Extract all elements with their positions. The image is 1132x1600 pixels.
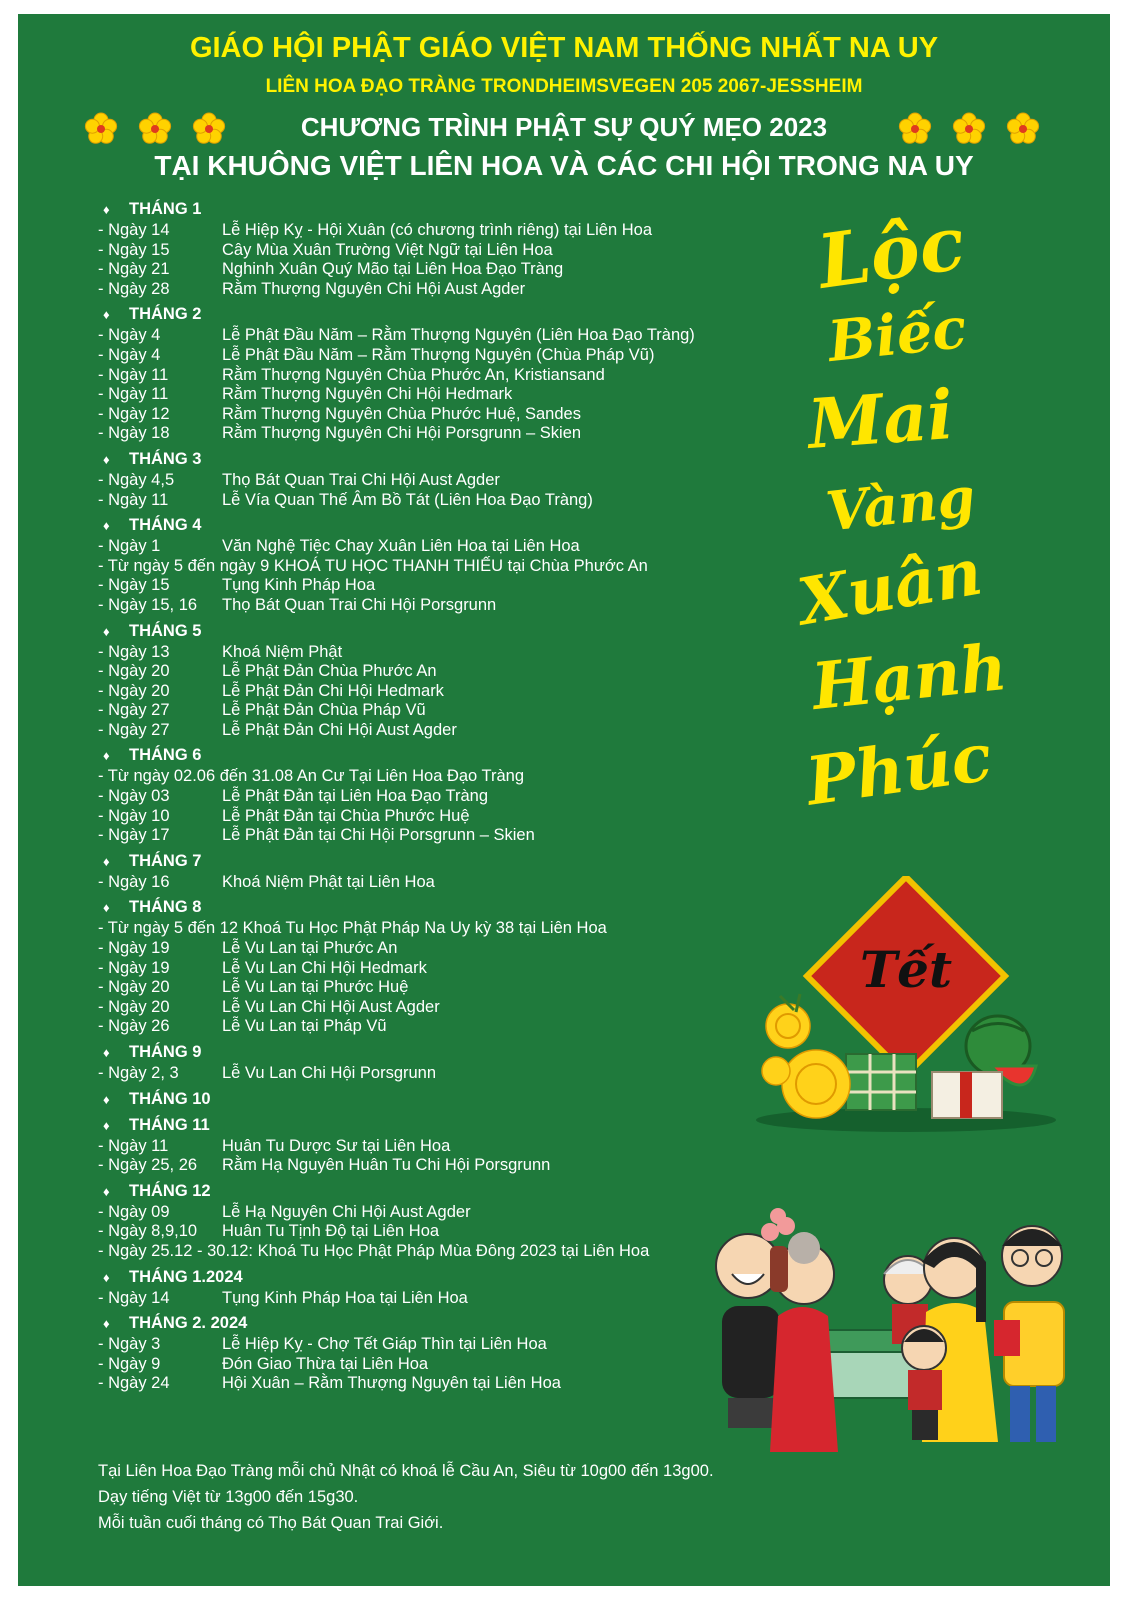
schedule-day: - Ngày 27 bbox=[98, 720, 170, 739]
diamond-bullet-icon: ♦ bbox=[103, 1316, 110, 1332]
diamond-bullet-icon: ♦ bbox=[103, 1091, 110, 1107]
schedule-item bbox=[98, 221, 818, 241]
month-label: THÁNG 8 bbox=[129, 898, 202, 917]
schedule-event: Văn Nghệ Tiệc Chay Xuân Liên Hoa tại Liên Hoa bbox=[222, 537, 580, 556]
schedule-event: Nghinh Xuân Quý Mão tại Liên Hoa Đạo Tràng bbox=[222, 260, 564, 279]
calligraphy-word: Biếc bbox=[824, 294, 970, 376]
schedule-event: Lễ Vía Quan Thế Âm Bồ Tát (Liên Hoa Đạo Tràng) bbox=[222, 490, 593, 509]
family-illustration bbox=[708, 1202, 1088, 1462]
program-title: CHƯƠNG TRÌNH PHẬT SỰ QUÝ MẸO 2023 bbox=[300, 112, 828, 142]
schedule-day: - Ngày 16 bbox=[98, 872, 170, 891]
schedule-event: Lễ Phật Đản Chùa Phước An bbox=[222, 662, 437, 681]
schedule-event: Khoá Niệm Phật tại Liên Hoa bbox=[222, 872, 435, 891]
schedule-day: - Ngày 17 bbox=[98, 826, 170, 845]
schedule-item-text: - Từ ngày 5 đến 12 Khoá Tu Học Phật Pháp Na Uy kỳ 38 tại Liên Hoa bbox=[98, 919, 607, 938]
schedule-event: Khoá Niệm Phật bbox=[222, 642, 343, 661]
schedule-item bbox=[98, 326, 818, 346]
month-heading bbox=[98, 851, 818, 872]
schedule-event: Lễ Phật Đản Chi Hội Aust Agder bbox=[222, 720, 457, 739]
schedule-event: Lễ Phật Đầu Năm – Rằm Thượng Nguyên (Liên Hoa Đạo Tràng) bbox=[222, 326, 695, 345]
schedule-event: Đón Giao Thừa tại Liên Hoa bbox=[222, 1354, 429, 1373]
schedule-event: Lễ Phật Đầu Năm – Rằm Thượng Nguyên (Chùa Pháp Vũ) bbox=[222, 345, 655, 364]
schedule-event: Lễ Hạ Nguyên Chi Hội Aust Agder bbox=[222, 1202, 471, 1221]
schedule-item bbox=[98, 1064, 818, 1084]
schedule-event: Cây Mùa Xuân Trường Việt Ngữ tại Liên Hoa bbox=[222, 240, 553, 259]
month-label: THÁNG 10 bbox=[129, 1089, 211, 1108]
calligraphy-word: Lộc bbox=[812, 200, 970, 306]
month-label: THÁNG 3 bbox=[129, 449, 202, 468]
month-label: THÁNG 2 bbox=[129, 305, 202, 324]
calligraphy-art bbox=[788, 200, 1018, 830]
schedule-event: Lễ Phật Đản tại Chi Hội Porsgrunn – Skien bbox=[222, 826, 535, 845]
schedule-item bbox=[98, 260, 818, 280]
month-label: THÁNG 7 bbox=[129, 851, 202, 870]
diamond-bullet-icon: ♦ bbox=[103, 853, 110, 869]
schedule-item bbox=[98, 596, 818, 616]
schedule-item bbox=[98, 491, 818, 511]
calligraphy-word: Mai bbox=[805, 375, 956, 465]
schedule-event: Lễ Hiệp Kỵ - Hội Xuân (có chương trình riêng) tại Liên Hoa bbox=[222, 221, 652, 239]
schedule-event: Lễ Phật Đản tại Liên Hoa Đạo Tràng bbox=[222, 787, 489, 806]
schedule-item bbox=[98, 978, 818, 998]
schedule-day: - Ngày 4,5 bbox=[98, 470, 175, 489]
month-heading bbox=[98, 621, 818, 642]
schedule-item bbox=[98, 682, 818, 702]
diamond-bullet-icon: ♦ bbox=[103, 1183, 110, 1199]
month-heading bbox=[98, 1181, 818, 1202]
schedule-item bbox=[98, 241, 818, 261]
org-title: GIÁO HỘI PHẬT GIÁO VIỆT NAM THỐNG NHẤT NA UY bbox=[189, 32, 939, 64]
schedule-event: Lễ Vu Lan tại Phước Huệ bbox=[222, 978, 409, 997]
schedule-event: Lễ Hiệp Kỵ - Chợ Tết Giáp Thìn tại Liên Hoa bbox=[222, 1335, 547, 1354]
schedule-item bbox=[98, 405, 818, 425]
schedule-day: - Ngày 28 bbox=[98, 279, 170, 298]
schedule-day: - Ngày 18 bbox=[98, 424, 170, 443]
schedule-event: Lễ Vu Lan tại Phước An bbox=[222, 939, 398, 958]
schedule-day: - Ngày 15, 16 bbox=[98, 595, 198, 614]
diamond-bullet-icon: ♦ bbox=[103, 451, 110, 467]
schedule-item bbox=[98, 787, 818, 807]
schedule-item bbox=[98, 1156, 818, 1176]
month-label: THÁNG 11 bbox=[129, 1115, 210, 1134]
month-label: THÁNG 6 bbox=[129, 746, 202, 765]
schedule-day: - Ngày 20 bbox=[98, 662, 170, 681]
month-label: THÁNG 1.2024 bbox=[129, 1267, 243, 1286]
diamond-bullet-icon: ♦ bbox=[103, 307, 110, 323]
schedule-day: - Ngày 9 bbox=[98, 1354, 161, 1373]
schedule-item bbox=[98, 807, 818, 827]
month-label: THÁNG 5 bbox=[129, 621, 202, 640]
schedule-event: Rằm Thượng Nguyên Chi Hội Hedmark bbox=[222, 385, 513, 404]
month-label: THÁNG 2. 2024 bbox=[129, 1314, 248, 1333]
month-heading bbox=[98, 199, 818, 220]
schedule-day: - Ngày 10 bbox=[98, 806, 170, 825]
month-heading bbox=[98, 1089, 818, 1110]
schedule-day: - Ngày 15 bbox=[98, 576, 170, 595]
diamond-bullet-icon: ♦ bbox=[103, 748, 110, 764]
calligraphy-word: Vàng bbox=[823, 464, 978, 544]
schedule-item-text: - Từ ngày 02.06 đến 31.08 An Cư Tại Liên Hoa Đạo Tràng bbox=[98, 767, 525, 786]
schedule-event: Lễ Vu Lan tại Pháp Vũ bbox=[222, 1017, 387, 1036]
month-label: THÁNG 4 bbox=[129, 516, 202, 535]
schedule-day: - Ngày 19 bbox=[98, 939, 170, 958]
schedule-event: Rằm Thượng Nguyên Chùa Phước An, Kristiansand bbox=[222, 365, 605, 384]
schedule-day: - Ngày 15 bbox=[98, 240, 170, 259]
apricot-blossom-icon bbox=[898, 112, 932, 146]
schedule-item-text: - Ngày 25.12 - 30.12: Khoá Tu Học Phật Pháp Mùa Đông 2023 tại Liên Hoa bbox=[98, 1241, 650, 1260]
schedule-item bbox=[98, 366, 818, 386]
schedule-event: Rằm Thượng Nguyên Chi Hội Aust Agder bbox=[222, 279, 526, 298]
schedule-event: Rằm Thượng Nguyên Chi Hội Porsgrunn – Skien bbox=[222, 424, 582, 443]
schedule-day: - Ngày 11 bbox=[98, 365, 169, 384]
month-heading bbox=[98, 515, 818, 536]
schedule-item bbox=[98, 643, 818, 663]
schedule-event: Rằm Thượng Nguyên Chùa Phước Huệ, Sandes bbox=[222, 404, 581, 423]
schedule-day: - Ngày 25, 26 bbox=[98, 1156, 198, 1175]
schedule-day: - Ngày 11 bbox=[98, 385, 169, 404]
schedule-item bbox=[98, 471, 818, 491]
schedule-day: - Ngày 2, 3 bbox=[98, 1064, 179, 1082]
schedule-day: - Ngày 13 bbox=[98, 642, 170, 661]
schedule-day: - Ngày 21 bbox=[98, 260, 170, 279]
calligraphy-word: Phúc bbox=[801, 717, 997, 821]
schedule-item bbox=[98, 939, 818, 959]
footer-notes bbox=[98, 1458, 714, 1536]
schedule-day: - Ngày 11 bbox=[98, 1136, 169, 1155]
schedule-item bbox=[98, 919, 818, 939]
calligraphy-word: Xuân bbox=[792, 534, 988, 641]
schedule-item bbox=[98, 662, 818, 682]
schedule-day: - Ngày 27 bbox=[98, 701, 170, 720]
schedule-day: - Ngày 03 bbox=[98, 787, 170, 806]
schedule-item-text: - Từ ngày 5 đến ngày 9 KHOÁ TU HỌC THANH THIẾU tại Chùa Phước An bbox=[98, 556, 648, 575]
schedule-event: Lễ Vu Lan Chi Hội Porsgrunn bbox=[222, 1064, 437, 1082]
schedule-item bbox=[98, 576, 818, 596]
diamond-bullet-icon: ♦ bbox=[103, 623, 110, 639]
schedule-item bbox=[98, 280, 818, 300]
tet-label: Tết bbox=[859, 940, 953, 999]
schedule-day: - Ngày 20 bbox=[98, 978, 170, 997]
schedule-item bbox=[98, 767, 818, 787]
schedule-item bbox=[98, 873, 818, 893]
program-subtitle: TẠI KHUÔNG VIỆT LIÊN HOA VÀ CÁC CHI HỘI TRONG NA UY bbox=[154, 150, 974, 181]
schedule-day: - Ngày 12 bbox=[98, 404, 170, 423]
schedule-event: Lễ Phật Đản Chùa Pháp Vũ bbox=[222, 701, 426, 720]
schedule-event: Thọ Bát Quan Trai Chi Hội Porsgrunn bbox=[222, 595, 497, 614]
month-heading bbox=[98, 1115, 818, 1136]
month-heading bbox=[98, 745, 818, 766]
apricot-blossom-icon bbox=[138, 112, 172, 146]
schedule-item bbox=[98, 424, 818, 444]
schedule-item bbox=[98, 998, 818, 1018]
footer-note: Tại Liên Hoa Đạo Tràng mỗi chủ Nhật có khoá lễ Cầu An, Siêu từ 10g00 đến 13g00. bbox=[98, 1462, 714, 1480]
schedule-day: - Ngày 4 bbox=[98, 326, 161, 345]
schedule-day: - Ngày 24 bbox=[98, 1374, 170, 1393]
schedule-event: Lễ Phật Đản tại Chùa Phước Huệ bbox=[222, 806, 470, 825]
schedule-event: Thọ Bát Quan Trai Chi Hội Aust Agder bbox=[222, 470, 500, 489]
month-heading bbox=[98, 897, 818, 918]
schedule-event: Lễ Phật Đản Chi Hội Hedmark bbox=[222, 681, 444, 700]
schedule-day: - Ngày 4 bbox=[98, 345, 161, 364]
schedule-event: Tụng Kinh Pháp Hoa bbox=[222, 576, 376, 595]
schedule-day: - Ngày 20 bbox=[98, 681, 170, 700]
diamond-bullet-icon: ♦ bbox=[103, 518, 110, 534]
footer-note: Dạy tiếng Việt từ 13g00 đến 15g30. bbox=[98, 1488, 359, 1506]
schedule-day: - Ngày 09 bbox=[98, 1202, 170, 1221]
tet-illustration bbox=[736, 876, 1056, 1146]
schedule-day: - Ngày 14 bbox=[98, 1288, 170, 1307]
diamond-bullet-icon: ♦ bbox=[103, 1045, 110, 1060]
month-heading bbox=[98, 1042, 818, 1063]
diamond-bullet-icon: ♦ bbox=[103, 202, 110, 217]
month-heading bbox=[98, 304, 818, 325]
footer-note: Mỗi tuần cuối tháng có Thọ Bát Quan Trai Giới. bbox=[98, 1514, 444, 1532]
schedule-event: Huân Tu Dược Sư tại Liên Hoa bbox=[222, 1136, 451, 1155]
address-line: LIÊN HOA ĐẠO TRÀNG TRONDHEIMSVEGEN 205 2067-JESSHEIM bbox=[265, 76, 863, 97]
schedule-day: - Ngày 1 bbox=[98, 537, 161, 556]
schedule-event: Lễ Vu Lan Chi Hội Hedmark bbox=[222, 958, 427, 977]
schedule-item bbox=[98, 385, 818, 405]
schedule-day: - Ngày 3 bbox=[98, 1335, 161, 1354]
schedule-day: - Ngày 8,9,10 bbox=[98, 1222, 198, 1241]
schedule-day: - Ngày 14 bbox=[98, 221, 170, 239]
schedule-event: Huân Tu Tịnh Độ tại Liên Hoa bbox=[222, 1222, 440, 1241]
month-label: THÁNG 1 bbox=[129, 200, 202, 218]
schedule-item bbox=[98, 701, 818, 721]
schedule-item bbox=[98, 1017, 818, 1037]
schedule-day: - Ngày 20 bbox=[98, 997, 170, 1016]
schedule-event: Tụng Kinh Pháp Hoa tại Liên Hoa bbox=[222, 1288, 468, 1307]
schedule-day: - Ngày 26 bbox=[98, 1017, 170, 1036]
poster bbox=[18, 14, 1110, 1586]
diamond-bullet-icon: ♦ bbox=[103, 1117, 110, 1133]
schedule-event: Hội Xuân – Rằm Thượng Nguyên tại Liên Hoa bbox=[222, 1374, 561, 1393]
apricot-blossom-icon bbox=[192, 112, 226, 146]
schedule-item bbox=[98, 721, 818, 741]
diamond-bullet-icon: ♦ bbox=[103, 1269, 110, 1285]
apricot-blossom-icon bbox=[952, 112, 986, 146]
month-heading bbox=[98, 449, 818, 470]
schedule-event: Rằm Hạ Nguyên Huân Tu Chi Hội Porsgrunn bbox=[222, 1156, 551, 1175]
schedule-event: Lễ Vu Lan Chi Hội Aust Agder bbox=[222, 997, 440, 1016]
schedule-item bbox=[98, 959, 818, 979]
schedule-item bbox=[98, 1137, 818, 1157]
schedule-item bbox=[98, 557, 818, 577]
schedule-item bbox=[98, 346, 818, 366]
schedule-day: - Ngày 11 bbox=[98, 490, 169, 509]
schedule-day: - Ngày 19 bbox=[98, 958, 170, 977]
schedule-item bbox=[98, 826, 818, 846]
month-label: THÁNG 12 bbox=[129, 1181, 211, 1200]
apricot-blossom-icon bbox=[84, 112, 118, 146]
schedule-item bbox=[98, 537, 818, 557]
apricot-blossom-icon bbox=[1006, 112, 1040, 146]
diamond-bullet-icon: ♦ bbox=[103, 900, 110, 916]
month-label: THÁNG 9 bbox=[129, 1043, 202, 1061]
calligraphy-word: Hạnh bbox=[808, 630, 1011, 725]
